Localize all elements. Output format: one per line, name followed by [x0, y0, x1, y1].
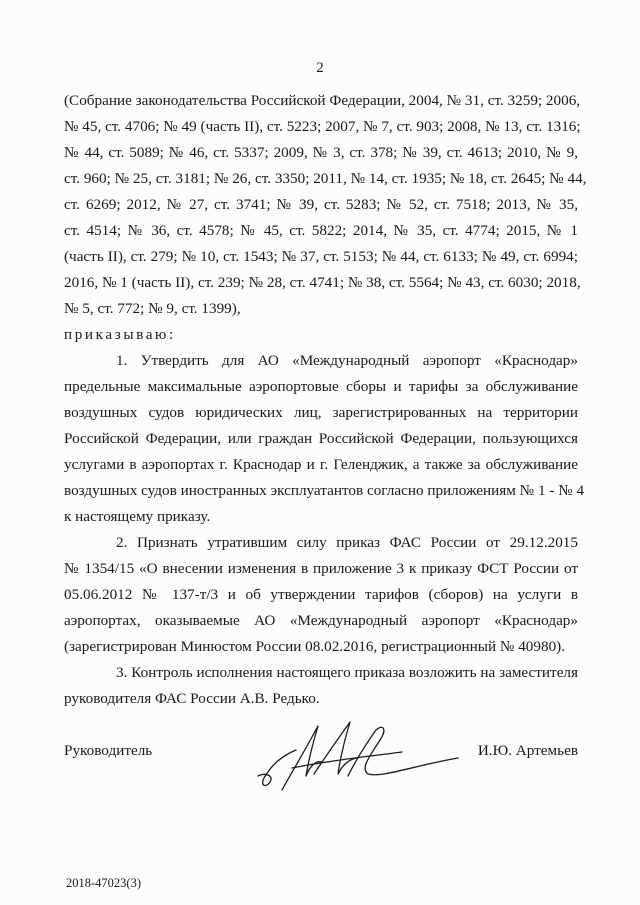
text-line: № 45, ст. 4706; № 49 (часть II), ст. 5223; 2007, № 7, ст. 903; 2008, № 13, ст. 1316;: [64, 118, 581, 135]
text-line: ст. 4514; № 36, ст. 4578; № 45, ст. 5822; 2014, № 35, ст. 4774; 2015, № 1: [64, 222, 578, 239]
text-line: услугами в аэропортах г. Краснодар и г. Геленджик, а также за обслуживание: [64, 456, 578, 473]
document-registration-number: 2018-47023(3): [66, 876, 141, 890]
text-line: (Собрание законодательства Российской Федерации, 2004, № 31, ст. 3259; 2006,: [64, 92, 581, 109]
text-line: к настоящему приказу.: [64, 508, 211, 525]
text-line: воздушных судов иностранных эксплуатантов согласно приложениям № 1 - № 4: [64, 482, 585, 499]
text-line: № 5, ст. 772; № 9, ст. 1399),: [64, 300, 241, 317]
text-line: Российской Федерации, или граждан Российской Федерации, пользующихся: [64, 430, 578, 447]
text-line: руководителя ФАС России А.В. Редько.: [64, 690, 320, 707]
signatory-title: Руководитель: [64, 742, 153, 759]
signatory-name: И.Ю. Артемьев: [477, 742, 578, 759]
text-line: 05.06.2012 № 137-т/3 и об утверждении тарифов (сборов) на услуги в: [64, 586, 578, 603]
text-line: (зарегистрирован Минюстом России 08.02.2016, регистрационный № 40980).: [64, 638, 566, 655]
text-line: (часть II), ст. 279; № 10, ст. 1543; № 37, ст. 5153; № 44, ст. 6133; № 49, ст. 6994;: [64, 248, 578, 265]
text-line: воздушных судов юридических лиц, зарегистрированных на территории: [64, 404, 578, 421]
text-line: ст. 960; № 25, ст. 3181; № 26, ст. 3350; 2011, № 14, ст. 1935; № 18, ст. 2645; № 44,: [64, 170, 587, 187]
clause-1-start: 1. Утвердить для АО «Международный аэропорт «Краснодар»: [116, 352, 578, 369]
text-line: № 44, ст. 5089; № 46, ст. 5337; 2009, № 3, ст. 378; № 39, ст. 4613; 2010, № 9,: [64, 144, 578, 161]
page-number: 2: [316, 60, 324, 76]
text-line: 2016, № 1 (часть II), ст. 239; № 28, ст. 4741; № 38, ст. 5564; № 43, ст. 6030; 2018,: [64, 274, 581, 291]
clause-3-start: 3. Контроль исполнения настоящего приказа возложить на заместителя: [116, 664, 578, 681]
text-line: предельные максимальные аэропортовые сборы и тарифы за обслуживание: [64, 378, 578, 395]
handwritten-signature-icon: [252, 716, 462, 792]
text-line: аэропортах, оказываемые АО «Международный аэропорт «Краснодар»: [64, 612, 578, 629]
clause-2-start: 2. Признать утратившим силу приказ ФАС России от 29.12.2015: [116, 534, 578, 551]
order-verb: приказываю:: [64, 326, 176, 343]
text-line: ст. 6269; 2012, № 27, ст. 3741; № 39, ст. 5283; № 52, ст. 7518; 2013, № 35,: [64, 196, 578, 213]
text-line: № 1354/15 «О внесении изменения в приложение 3 к приказу ФСТ России от: [64, 560, 578, 577]
